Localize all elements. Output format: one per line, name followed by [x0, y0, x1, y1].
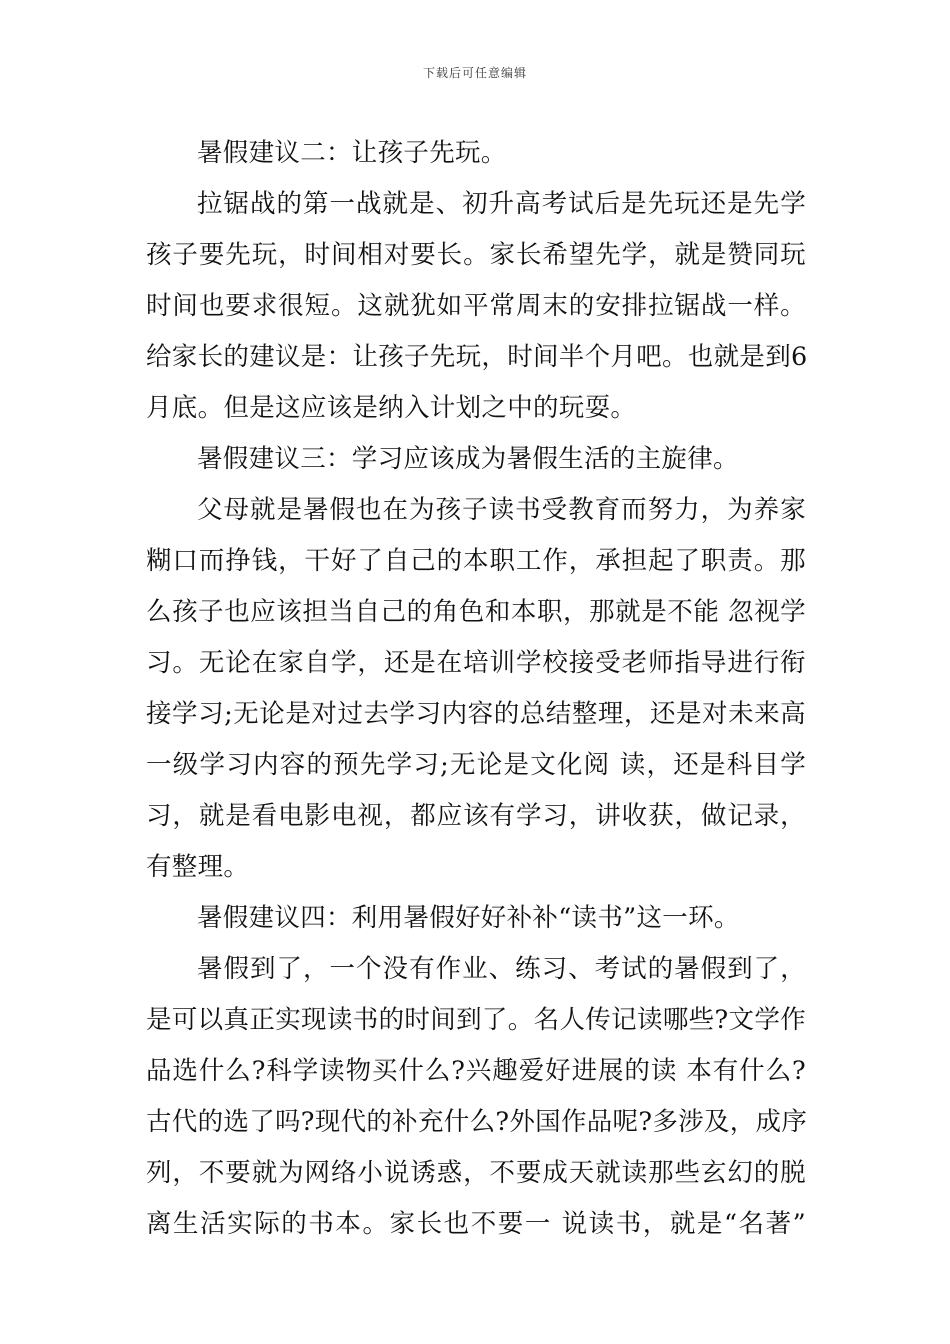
document-body: [146, 128, 806, 1250]
paragraph-line: 接学习;无论是对过去学习内容的总结整理，还是对未来高: [146, 699, 806, 729]
paragraph-line: 习。无论在家自学，还是在培训学校接受老师指导进行衔: [146, 648, 806, 678]
paragraph-line: 孩子要先玩，时间相对要长。家长希望先学，就是赞同玩: [146, 240, 806, 270]
paragraph-line: 古代的选了吗?现代的补充什么?外国作品呢?多涉及，成序: [146, 1107, 808, 1137]
paragraph-line: 列，不要就为网络小说诱惑，不要成天就读那些玄幻的脱: [146, 1158, 806, 1188]
paragraph-line: 时间也要求很短。这就犹如平常周末的安排拉锯战一样。: [146, 291, 806, 321]
paragraph-line: 月底。但是这应该是纳入计划之中的玩耍。: [146, 393, 637, 423]
paragraph-line: 给家长的建议是：让孩子先玩，时间半个月吧。也就是到6: [146, 342, 808, 372]
paragraph-line: 品选什么?科学读物买什么?兴趣爱好进展的读 本有什么?: [146, 1056, 806, 1086]
heading-suggestion-two: 暑假建议二：让孩子先玩。: [197, 138, 507, 168]
paragraph-line: 拉锯战的第一战就是、初升高考试后是先玩还是先学: [197, 189, 806, 219]
paragraph-line: 父母就是暑假也在为孩子读书受教育而努力，为养家: [197, 495, 806, 525]
paragraph-line: 离生活实际的书本。家长也不要一 说读书，就是“名著”: [146, 1209, 806, 1239]
heading-suggestion-four: 暑假建议四：利用暑假好好补补“读书”这一环。: [197, 903, 740, 933]
page-header-note: 下载后可任意编辑: [422, 66, 527, 80]
paragraph-line: 习，就是看电影电视，都应该有学习，讲收获，做记录，: [146, 801, 806, 831]
paragraph-line: 糊口而挣钱，干好了自己的本职工作，承担起了职责。那: [146, 546, 806, 576]
paragraph-line: 有整理。: [146, 852, 250, 882]
paragraph-line: 么孩子也应该担当自己的角色和本职，那就是不能 忽视学: [146, 597, 806, 627]
heading-suggestion-three: 暑假建议三：学习应该成为暑假生活的主旋律。: [197, 444, 739, 474]
paragraph-line: 暑假到了，一个没有作业、练习、考试的暑假到了，: [197, 954, 806, 984]
paragraph-line: 一级学习内容的预先学习;无论是文化阅 读，还是科目学: [146, 750, 806, 780]
paragraph-line: 是可以真正实现读书的时间到了。名人传记读哪些?文学作: [146, 1005, 806, 1035]
